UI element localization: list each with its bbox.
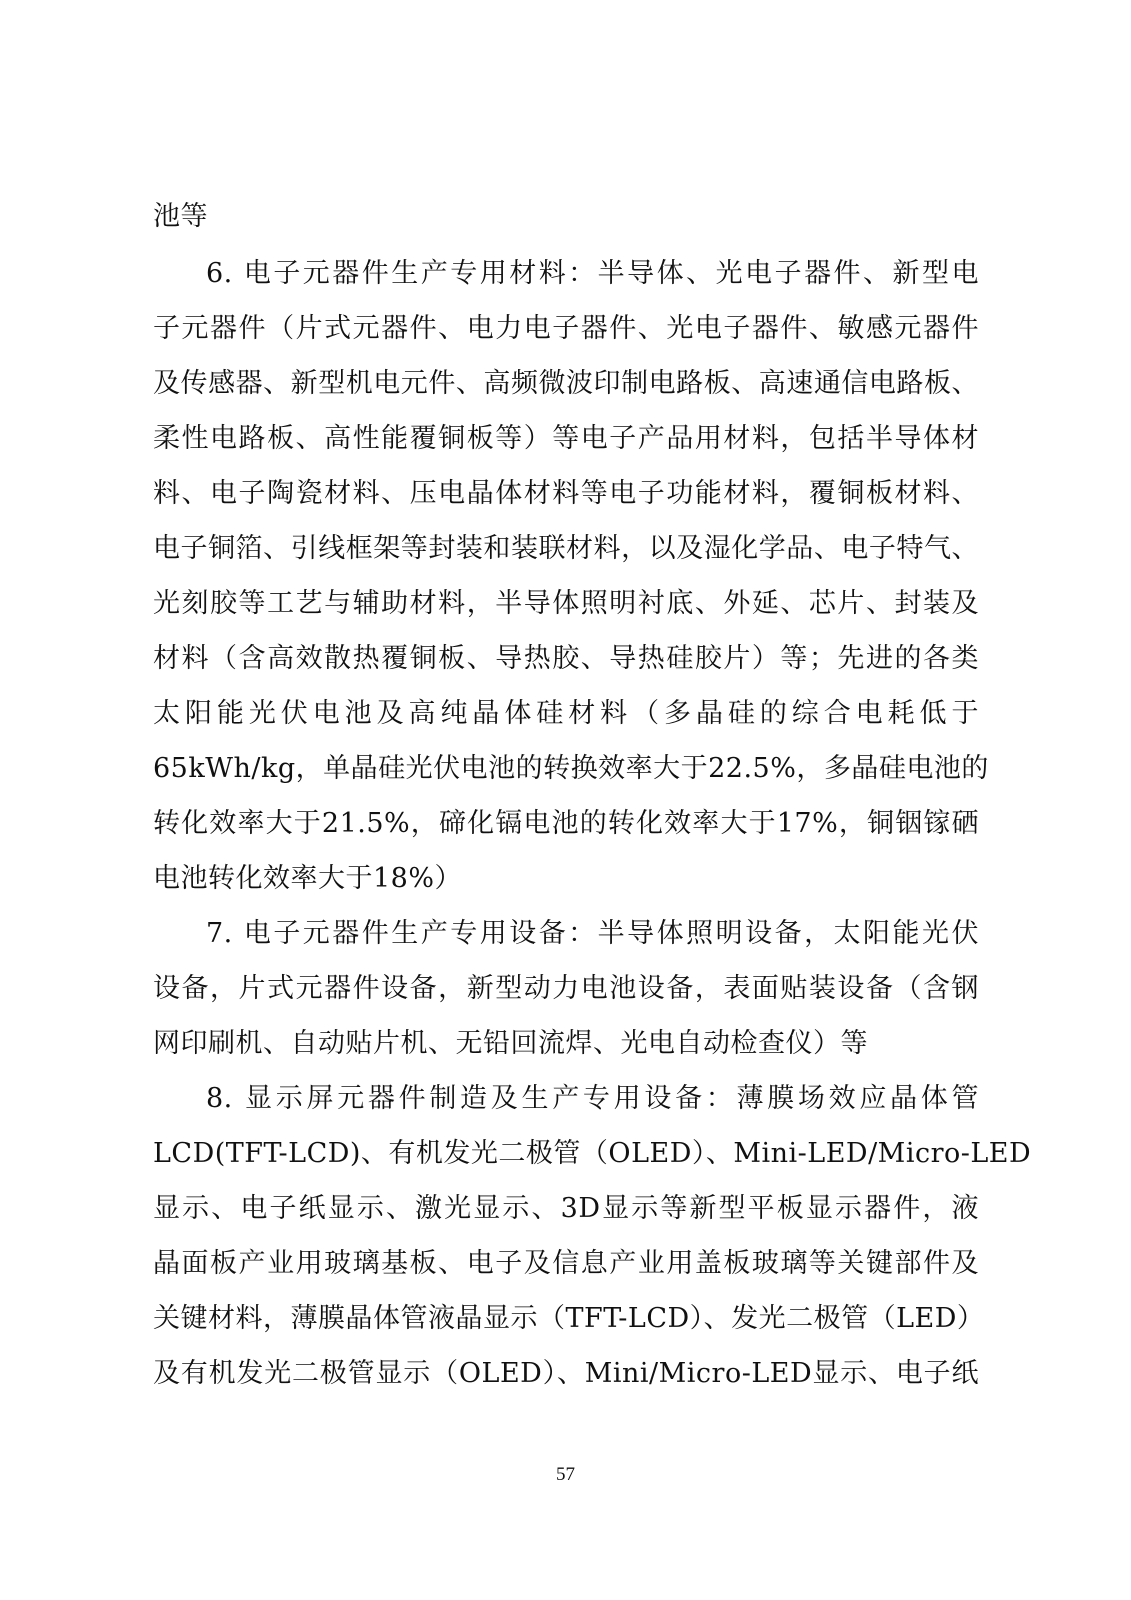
- text-line: 转化效率大于21.5%，碲化镉电池的转化效率大于17%，铜铟镓硒: [153, 808, 979, 839]
- text-line: 及有机发光二极管显示（OLED）、Mini/Micro-LED显示、电子纸: [153, 1358, 979, 1389]
- text-line: 设备，片式元器件设备，新型动力电池设备，表面贴装设备（含钢: [153, 973, 979, 1004]
- text-line: 光刻胶等工艺与辅助材料，半导体照明衬底、外延、芯片、封装及: [153, 588, 979, 619]
- text-line: 及传感器、新型机电元件、高频微波印制电路板、高速通信电路板、: [153, 368, 979, 399]
- text-line: 电子铜箔、引线框架等封装和装联材料，以及湿化学品、电子特气、: [153, 533, 979, 564]
- text-line: 关键材料，薄膜晶体管液晶显示（TFT-LCD）、发光二极管（LED）: [153, 1303, 985, 1334]
- text-line: 8. 显示屏元器件制造及生产专用设备：薄膜场效应晶体管: [206, 1083, 979, 1114]
- text-line: 晶面板产业用玻璃基板、电子及信息产业用盖板玻璃等关键部件及: [153, 1248, 979, 1279]
- text-line: 子元器件（片式元器件、电力电子器件、光电子器件、敏感元器件: [153, 313, 979, 344]
- text-line: 7. 电子元器件生产专用设备：半导体照明设备，太阳能光伏: [206, 918, 979, 949]
- text-line: 材料（含高效散热覆铜板、导热胶、导热硅胶片）等；先进的各类: [153, 643, 979, 674]
- text-line: 柔性电路板、高性能覆铜板等）等电子产品用材料，包括半导体材: [153, 423, 979, 454]
- text-line: 池等: [153, 201, 208, 232]
- text-line: 65kWh/kg，单晶硅光伏电池的转换效率大于22.5%，多晶硅电池的: [153, 753, 989, 784]
- text-line: 显示、电子纸显示、激光显示、3D显示等新型平板显示器件，液: [153, 1193, 979, 1224]
- text-line: LCD(TFT-LCD)、有机发光二极管（OLED）、Mini-LED/Micro-LED: [153, 1138, 1032, 1169]
- text-line: 网印刷机、自动贴片机、无铅回流焊、光电自动检查仪）等: [153, 1028, 868, 1059]
- text-line: 电池转化效率大于18%）: [153, 863, 463, 894]
- text-line: 太阳能光伏电池及高纯晶体硅材料（多晶硅的综合电耗低于: [153, 698, 979, 729]
- text-line: 6. 电子元器件生产专用材料：半导体、光电子器件、新型电: [206, 258, 979, 289]
- text-line: 料、电子陶瓷材料、压电晶体材料等电子功能材料，覆铜板材料、: [153, 478, 979, 509]
- page-number: 57: [556, 1464, 575, 1485]
